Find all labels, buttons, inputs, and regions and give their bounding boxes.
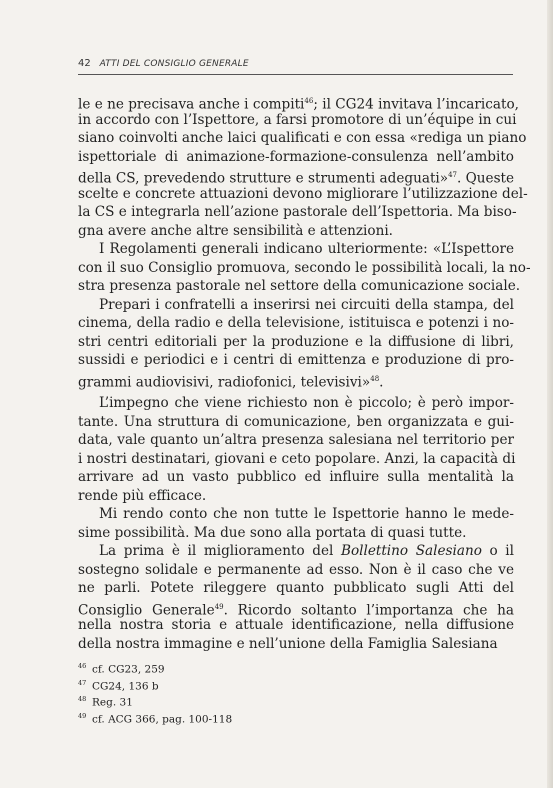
text-line: scelte e concrete attuazioni devono migliorare l’utilizzazione del- <box>78 185 528 202</box>
text-line: i nostri destinatari, giovani e ceto popolare. Anzi, la capacità di <box>78 450 516 467</box>
footnote-ref: 48 <box>370 374 380 383</box>
running-title: ATTI DEL CONSIGLIO GENERALE <box>99 59 249 69</box>
text-line: in accordo con l’Ispettore, a farsi promotore di un’équipe in cui <box>78 111 517 128</box>
text-line: Mi rendo conto che non tutte le Ispettorie hanno le mede- <box>99 506 514 522</box>
footnotes <box>78 660 508 726</box>
italic-title: Bollettino Salesiano <box>340 543 482 559</box>
text-line: ne parli. Potete rileggere quanto pubblicato sugli Atti del <box>78 580 514 596</box>
text-line: arrivare ad un vasto pubblico ed influire sulla mentalità la <box>78 469 514 485</box>
text-line: siano coinvolti anche laici qualificati e con essa «rediga un piano <box>78 130 527 146</box>
footnote <box>78 677 508 694</box>
header-rule <box>78 74 513 75</box>
footnote-text: CG24, 136 b <box>92 680 159 692</box>
footnote <box>78 660 508 677</box>
footnote-number: 49 <box>78 711 87 720</box>
text-line: gna avere anche altre sensibilità e attenzioni. <box>78 222 393 239</box>
text-line: ispettoriale di animazione-formazione-consulenza nell’ambito <box>78 148 514 165</box>
text-line: della nostra immagine e nell’unione della Famiglia Salesiana <box>78 635 498 652</box>
text-line: la CS e integrarla nell’azione pastorale dell’Ispettoria. Ma biso- <box>78 204 517 220</box>
footnote-text: cf. CG23, 259 <box>92 663 165 676</box>
text-line: nella nostra storia e attuale identificazione, nella diffusione <box>78 617 514 633</box>
text-line: sime possibilità. Ma due sono alla portata di quasi tutte. <box>78 524 467 541</box>
text-line: Consiglio Generale$^{49}$. Ricordo soltanto l’importanza che ha <box>78 602 514 619</box>
text-line: rende più efficace. <box>78 487 207 504</box>
running-header <box>78 58 513 69</box>
footnote-number: 47 <box>78 678 87 687</box>
text-line: sussidi e periodici e i centri di emittenza e produzione di pro- <box>78 352 514 368</box>
footnote-number: 46 <box>78 662 87 670</box>
text-line: tante. Una struttura di comunicazione, ben organizzata e gui- <box>78 413 514 430</box>
text-line: stri centri editoriali per la produzione e la diffusione di libri, <box>78 333 514 350</box>
footnote-ref: 49 <box>214 602 224 611</box>
page-edge <box>547 0 553 788</box>
text-line: stra presenza pastorale nel settore della comunicazione sociale. <box>78 278 521 294</box>
text-line: le e ne precisava anche i compiti$^{46}$; il CG24 invitava l’incaricato, <box>78 96 519 113</box>
text-line: con il suo Consiglio promuova, secondo le possibilità locali, la no- <box>78 259 531 276</box>
body-text <box>78 92 531 653</box>
text-line: L’impegno che viene richiesto non è piccolo; è però impor- <box>99 395 514 411</box>
text-line: sostegno solidale e permanente ad esso. Non è il caso che ve <box>78 561 514 578</box>
text-line: data, vale quanto un’altra presenza salesiana nel territorio per <box>78 432 514 448</box>
footnote-ref: 47 <box>448 171 457 179</box>
text-line: cinema, della radio e della televisione, istituisca e potenzi i no- <box>78 315 514 331</box>
footnote-ref: 46 <box>304 97 314 105</box>
footnote-text: Reg. 31 <box>92 696 133 709</box>
text-line: Prepari i confratelli a inserirsi nei circuiti della stampa, del <box>99 296 514 313</box>
footnote <box>78 710 508 727</box>
text-line: della CS, prevedendo strutture e strumenti adeguati»$^{47}$. Queste <box>78 170 515 187</box>
page-number: 42 <box>78 58 91 69</box>
footnote <box>78 693 508 710</box>
text-line: I Regolamenti generali indicano ulteriormente: «L’Ispettore <box>99 241 514 257</box>
footnote-number: 48 <box>78 695 87 703</box>
text-line: grammi audiovisivi, radiofonici, televisivi»$^{48}$. <box>78 374 384 391</box>
text-line: La prima è il miglioramento del Bollettino Salesiano o il <box>99 543 514 559</box>
footnote-text: cf. ACG 366, pag. 100-118 <box>92 713 233 725</box>
